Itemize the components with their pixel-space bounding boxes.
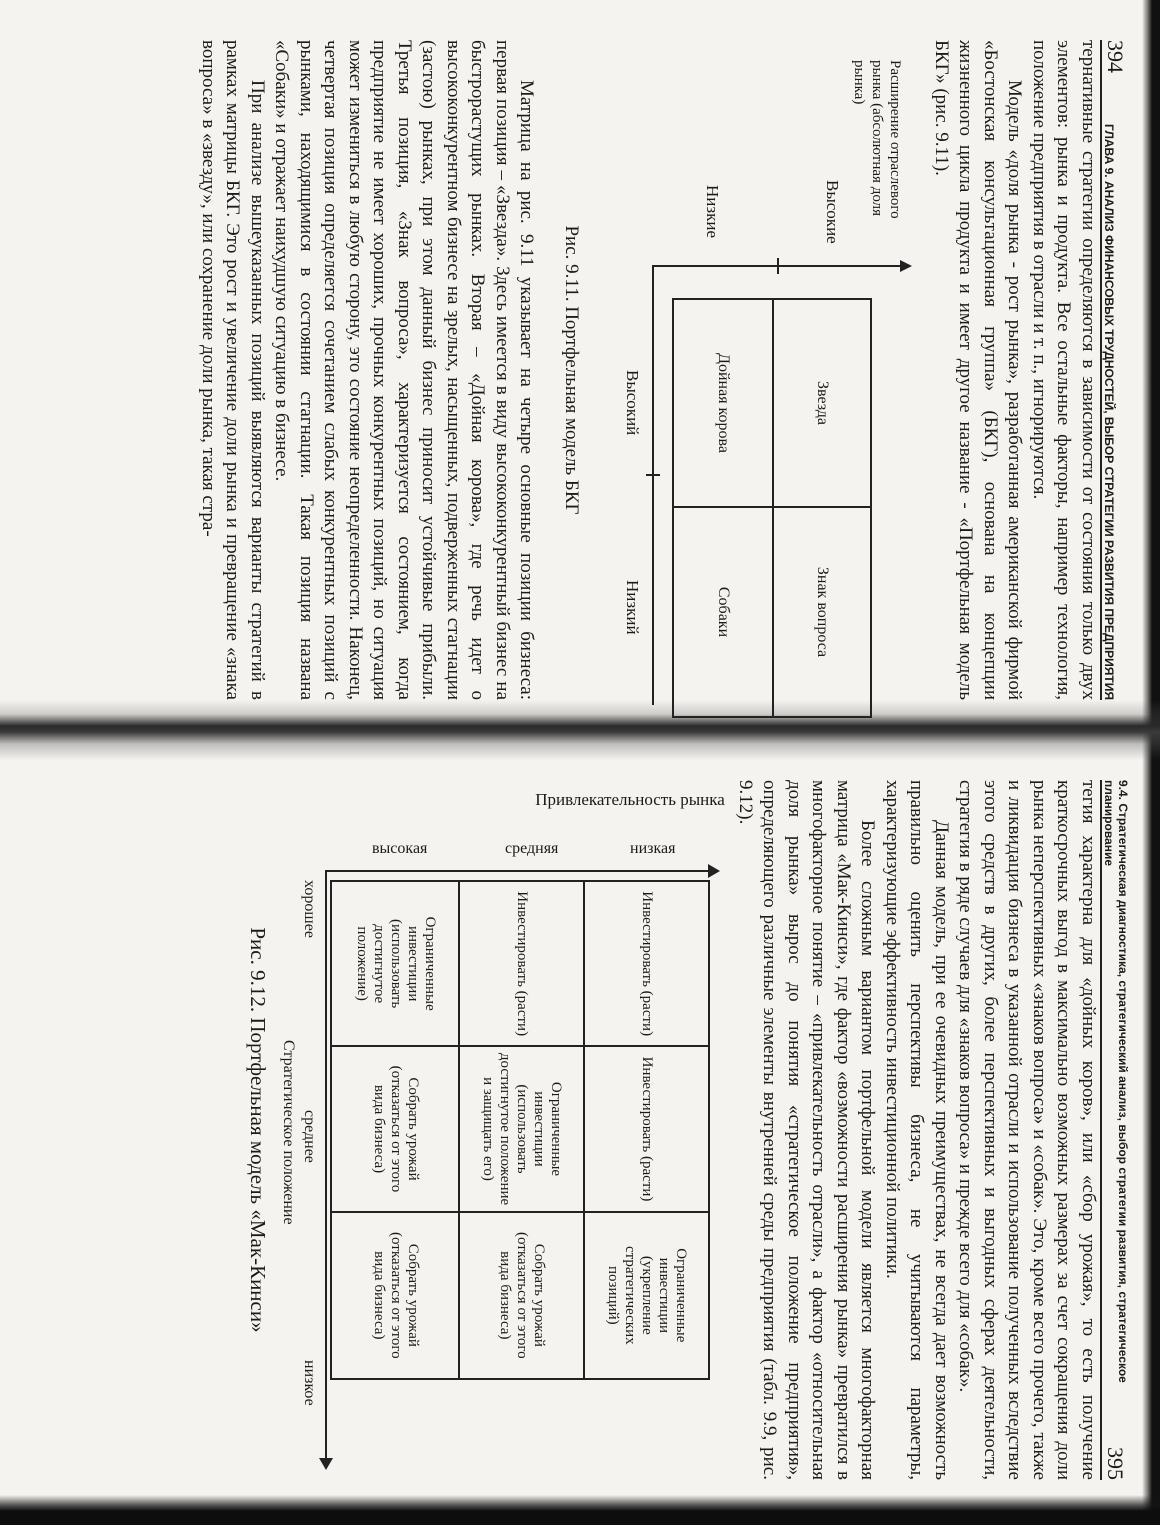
y-label-high: высокая	[372, 840, 428, 857]
x-label-low: низкое	[301, 1360, 319, 1406]
bcg-matrix-figure	[583, 40, 913, 700]
paragraph: Матрица на рис. 9.11 указывает на четыре основные позиции бизнеса: первая позиция – «Звезда». Здесь имеется в виду высококонкурентный бизнес на быстрорастущих рынках. Вторая – «Дойная корова», где речь идет о высококонкурентном бизнесе на зрелых, насыщенных, подверженных стагнации (застою) рынках, при этом данный бизнес приносит устойчивые прибыли. Третья позиция, «Знак вопроса», характеризуется состоянием, когда предприятие не имеет хороших, прочных конкурентных позиций, но ситуация может измениться в любую сторону, это состояние неопределенности. Наконец, четвертая позиция определяется сочетанием слабых конкурентных позиций с рынками, находящимися в состоянии стагнации. Такая позиция названа «Собаки» и отражает наихудшую ситуацию в бизнесе.	[271, 40, 538, 700]
bcg-grid	[673, 298, 873, 718]
page-number: 394	[1103, 40, 1128, 73]
book-gutter-shadow	[0, 700, 1160, 760]
x-axis-tick	[647, 474, 661, 476]
y-axis-title: Привлекательность рынка	[535, 790, 726, 809]
x-axis	[653, 265, 655, 705]
paragraph: тегия характерна для «дойных коров», или «сбор урожая», то есть получение краткосрочных выгод в максимально возможных размерах за счет сокращения доли рынка неперспективных «знаков вопроса» и «собак». Это, кроме всего прочего, также и ликвидация бизнеса в указанной отрасли и использование полученных вследствие этого средств в других, более перспективных и выгодных сферах деятельности, стратегия в ряде случаев для «знаков вопроса» и прежде всего для «собак».	[955, 780, 1099, 1480]
section-title: 9.4. Стратегическая диагностика, стратегический анализ, выбор стратегии развития, стратегическое планирование	[1102, 780, 1130, 1383]
cell-r1-c2: Инвестировать (расти)	[583, 1047, 708, 1212]
y-axis-tick	[778, 258, 780, 274]
cell-cash-cow: Дойная корова	[675, 300, 773, 508]
x-axis-title: Стратегическое положение	[280, 1040, 298, 1225]
scan-edge-right	[1142, 0, 1160, 1525]
y-axis-label: Расширение отраслевого рынка (абсолютная доля рынка)	[851, 60, 904, 219]
x-label-good: хорошее	[301, 880, 319, 938]
cell-r3-c2: Собрать урожай (отказаться от этого вида бизнеса)	[333, 1047, 458, 1212]
y-label-low: низкая	[630, 840, 676, 857]
x-high-label: Высокий	[623, 370, 643, 436]
y-high-label: Высокие	[823, 180, 843, 244]
y-axis	[326, 870, 711, 872]
paragraph: Данная модель, при ее очевидных преимуществах, не всегда дает возможность правильно оценить перспективы бизнеса, не учитываются параметры, характеризующие эффективность инвестиционной политики.	[882, 780, 952, 1480]
running-head	[1100, 780, 1130, 1480]
paragraph: Более сложным вариантом портфельной модели является многофакторная матрица «Мак-Кинси», где фактор «возможности расширения рынка» превратился в многофакторное понятие – «привлекательность отрасли», а фактор «относительная доля рынка» вырос до понятия «стратегическое положение предприятия», определяющего различные элементы внутренней среды предприятия (табл. 9.9, рис. 9.12).	[735, 780, 879, 1480]
paragraph: Модель «доля рынка - рост рынка», разработанная американской фирмой «Бостонская консультационная группа» (БКГ), основана на концепции жизненного цикла продукта и имеет другое название - «Портфельная модель БКГ» (рис. 9.11).	[931, 40, 1026, 700]
figure-caption: Рис. 9.12. Портфельная модель «Мак-Кинси»	[246, 927, 271, 1333]
cell-dogs: Собаки	[715, 586, 733, 638]
cell-question-mark: Знак вопроса	[773, 508, 871, 716]
cell-r1-c3: Ограниченные инвестиции (укрепление стратегических позиций)	[583, 1213, 708, 1378]
x-low-label: Низкий	[623, 580, 643, 635]
page-395	[50, 780, 1130, 1480]
figure-caption: Рис. 9.11. Портфельная модель БКГ	[561, 225, 583, 515]
x-label-mid: среднее	[301, 1110, 319, 1163]
y-low-label: Низкие	[703, 185, 723, 238]
scan-edge-bottom	[0, 1495, 1160, 1525]
paragraph: При анализе вышеуказанных позиций выявляются варианты стратегий в рамках матрицы БКГ. Это рост и увеличение доли рынка и превращение «знака вопроса» в «звезду», или сохранение доли рынка, такая стра-	[198, 40, 268, 700]
paragraph: тернативные стратегии определяются в зависимости от состояния только двух элементов: рынка и продукта. Все остальные факторы, например технология, положение предприятия в отрасли и т. п., игнорируются.	[1029, 40, 1099, 700]
cell-r1-c1: Инвестировать (расти)	[583, 882, 708, 1047]
running-head	[1100, 40, 1130, 700]
x-axis-arrow	[320, 1458, 334, 1470]
x-axis	[326, 870, 328, 1460]
cell-r3-c1: Ограниченные инвестиции (использовать достигнутое положение)	[333, 882, 458, 1047]
mckinsey-grid	[331, 880, 711, 1380]
page-number: 395	[1103, 1447, 1128, 1480]
cell-r2-c2: Ограниченные инвестиции (использовать достигнутое положение и защищать его)	[458, 1047, 583, 1212]
page-394	[50, 40, 1130, 700]
cell-r2-c3: Собрать урожай (отказаться от этого вида бизнеса)	[458, 1213, 583, 1378]
cell-star: Звезда	[773, 300, 871, 508]
chapter-title: ГЛАВА 9. АНАЛИЗ ФИНАНСОВЫХ ТРУДНОСТЕЙ, ВЫБОР СТРАТЕГИИ РАЗВИТИЯ ПРЕДПРИЯТИЯ	[1102, 123, 1116, 700]
cell-r2-c1: Инвестировать (расти)	[458, 882, 583, 1047]
mckinsey-matrix-figure	[271, 780, 726, 1480]
cell-r3-c3: Собрать урожай (отказаться от этого вида бизнеса)	[370, 1231, 421, 1359]
y-label-mid: средняя	[505, 840, 559, 857]
